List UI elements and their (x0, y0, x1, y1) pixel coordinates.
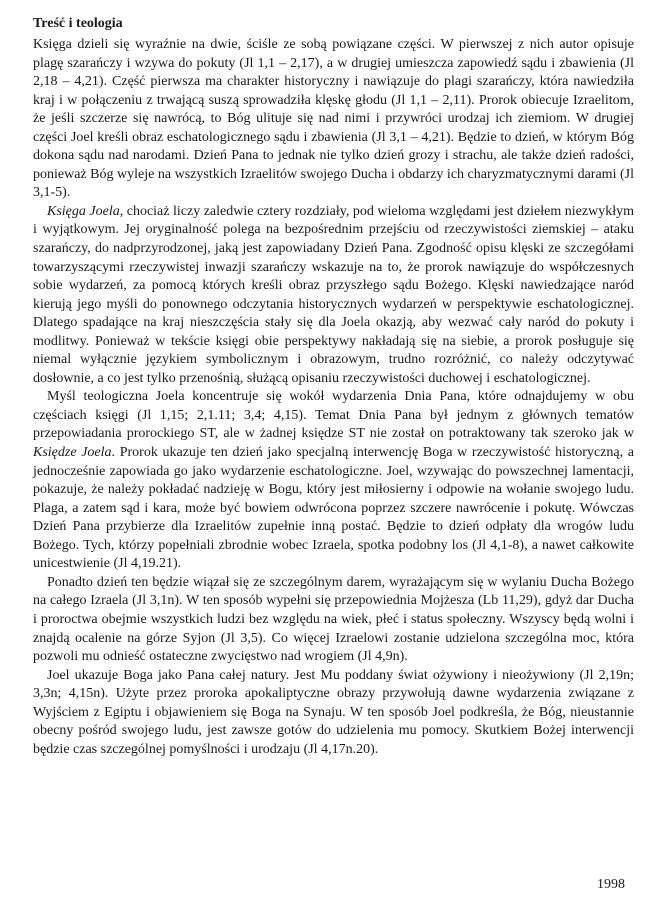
text-column (33, 14, 634, 759)
paragraph-3-text-before: Myśl teologiczna Joela koncentruje się wokół wydarzenia Dnia Pana, które odnajdujemy w obu częściach księgi (Jl 1,15; 2,1.11; 3,4; 4,15). Temat Dnia Pana był jednym z głównych tematów przepowiadania prorockiego ST, ale w żadnej księdze ST nie został on potraktowany tak szeroko jak w (33, 389, 634, 442)
paragraph-1: Księga dzieli się wyraźnie na dwie, ściśle ze sobą powiązane części. W pierwszej z nich autor opisuje plagę szarańczy i wzywa do pokuty (Jl 1,1 – 2,17), a w drugiej umieszcza zapowiedź sądu i zbawienia (Jl 2,18 – 4,21). Część pierwsza ma charakter historyczny i nawiązuje do plagi szarańczy, która nawiedziła kraj i w połączeniu z trwającą suszą sprowadziła klęskę głodu (Jl 1,1 – 2,11). Prorok obiecuje Izraelitom, że jeśli szczerze się nawrócą, to Bóg ulituje się nad nimi i przywróci urodzaj ich ziemiom. W drugiej części Joel kreśli obraz eschatologicznego sądu i zbawienia (Jl 3,1 – 4,21). Będzie to dzień, w którym Bóg dokona sądu nad narodami. Dzień Pana to jednak nie tylko dzień grozy i strachu, ale także dzień radości, ponieważ Bóg wyleje na wszystkich Izraelitów swojego Ducha i obdarzy ich charyzmatycznymi darami (Jl 3,1-5). (33, 37, 634, 201)
book-title-italic: Księga Joela (47, 203, 120, 219)
paragraph-5: Joel ukazuje Boga jako Pana całej natury. Jest Mu poddany świat ożywiony i nieożywiony (Jl 2,19n; 3,3n; 4,15n). Użyte przez proroka apokaliptyczne obrazy przywołują dawne wydarzenia związane z Wyjściem z Egiptu i objawieniem się Boga na Synaju. W ten sposób Joel podkreśla, że Bóg, nieustannie obecny pośród swojego ludu, jest zawsze gotów do udzielenia mu pomocy. Skutkiem Bożej interwencji będzie czas szczególnej pomyślności i urodzaju (Jl 4,17n.20). (33, 667, 634, 757)
book-title-italic: Księdze Joela (33, 445, 112, 461)
section-heading: Treść i teologia (33, 16, 123, 31)
paragraph-2-text: , chociaż liczy zaledwie cztery rozdziały, pod wieloma względami jest dziełem niezwykłym i wyjątkowym. Jej oryginalność polega na bezpośrednim przejściu od rzeczywistości ziemskiej – ataku szarańczy, do nadprzyrodzonej, jaką jest zapowiadany Dzień Pana. Zgodność opisu klęski ze szczegółami towarzyszącymi rzeczywistej inwazji szarańczy wskazuje na to, że prorok nawiązuje do współczesnych sobie wydarzeń, za pomocą których kreśli obraz przyszłego sądu Bożego. Klęski nawiedzające naród kierują jego myśli do ponownego odczytania historycznych wydarzeń w perspektywie eschatologicznej. Dlatego spadające na kraj nieszczęścia stały się dla Joela okazją, aby wezwać cały naród do pokuty i modlitwy. Ponieważ w tekście księgi obie perspektywy nakładają się na siebie, a prorok posługuje się niemal wyłącznie językiem symbolicznym i obrazowym, trudno rozróżnić, co należy odczytywać dosłownie, a co jest tylko przenośnią, służącą opisaniu rzeczywistości duchowej i eschatologicznej. (33, 203, 634, 386)
paragraph-2 (33, 203, 634, 388)
paragraph-4: Ponadto dzień ten będzie wiązał się ze szczególnym darem, wyrażającym się w wylaniu Ducha Bożego na całego Izraela (Jl 3,1n). W ten sposób wypełni się przepowiednia Mojżesza (Lb 11,29), gdyż dar Ducha i proroctwa obejmie wszystkich ludzi bez względu na wiek, płeć i status społeczny. Wszyscy będą wolni i znajdą ocalenie na górze Syjon (Jl 3,5). Co więcej Izraelowi zostanie udzielona szczególna moc, która pozwoli mu odnieść ostateczne zwycięstwo nad wrogiem (Jl 4,9n). (33, 574, 634, 665)
page-number: 1998 (597, 877, 625, 892)
paragraph-3-text-after: . Prorok ukazuje ten dzień jako specjalną interwencję Boga w rzeczywistość historyczną, a jednocześnie zapowiada go jako wydarzenie eschatologiczne. Joel, wzywając do powszechnej lamentacji, pokazuje, że należy pokładać nadzieję w Bogu, który jest miłosierny i odpowie na wołanie swojego ludu. Plaga, a zatem sąd i kara, może być bowiem odwrócona poprzez szczere nawrócenie i pokutę. Wówczas Dzień Pana przybierze dla Izraelitów zupełnie inną postać. Będzie to dzień odpłaty dla wrogów ludu Bożego. Tych, którzy popełniali zbrodnie wobec Izraela, spotka podobny los (Jl 4,1-8), a nawet całkowite unicestwienie (Jl 4,19.21). (33, 445, 634, 572)
paragraph-3 (33, 388, 634, 573)
